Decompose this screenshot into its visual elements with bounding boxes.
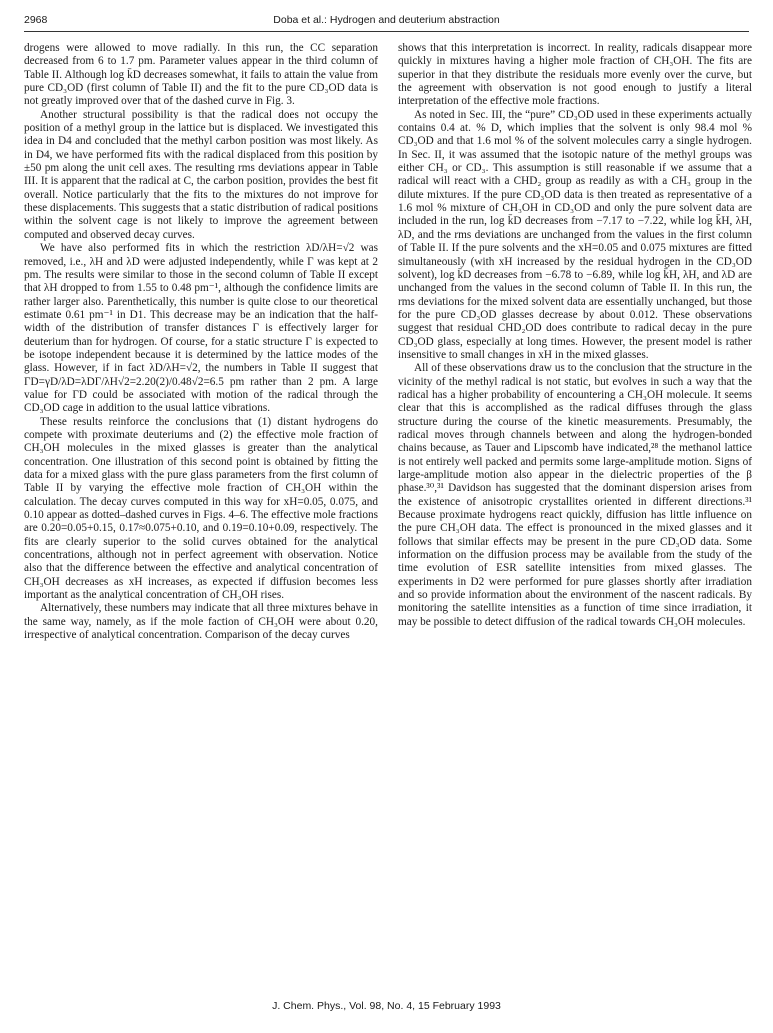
left-column (24, 42, 378, 642)
paragraph: As noted in Sec. III, the “pure” CD₃OD used in these experiments actually contains 0.4 at. % D, which implies that the solvent is only 98.4 mol % CD₃OD and that 1.6 mol % of the solvent molecules carry a single hydrogen. In Sec. II, it was assumed that the isotopic nature of the methyl groups was either CH₃ or CD₃. This assumption is still reasonable if we assume that a radical will react with a CHD₂ group as readily as with a CH₃ group in the dilute mixtures. If the pure CD₃OD data is then treated as representative of a 1.6 mol % mixture of CH₃OH in CD₃OD and only the pure solvent data are included in the run, log k̄D decreases from −7.17 to −7.22, while log k̄H, λH, λD, and the rms deviations are unchanged from the values in the first column of Table II. If the pure solvents and the xH=0.05 and 0.075 mixtures are fitted simultaneously (with xH increased by the residual hydrogen in the CD₃OD solvent), log k̄D decreases from −6.78 to −6.89, while log k̄H, λH, and λD are unchanged from the values in the second column of Table II. In this run, the rms deviations for the mixed solvent data are essentially unchanged, but those for the pure CD₃OD glasses decrease by about 0.012. These observations suggest that residual CHD₂OD does contribute to radical decay in the pure CD₃OD glass, especially at long times. However, the present model is rather insensitive to small changes in xH in the mixed glasses. (398, 108, 752, 361)
paragraph: All of these observations draw us to the conclusion that the structure in the vicinity of the methyl radical is not static, but evolves in such a way that the radical has a higher probability of encountering a CH₃OH molecule. It seems clear that this is accomplished as the radical diffuses through the glass structure during the course of the kinetic measurements. Presumably, the radical moves through channels between and along the hydrogen-bonded chains because, as Tauer and Lipscomb have indicated,²⁸ the methanol lattice is not entirely well packed and permits some large-amplitude motion. Signs of large-amplitude motion also appear in the dielectric properties of the β phase.³⁰,³¹ Davidson has suggested that the dominant dispersion arises from the existence of anisotropic crystallites oriented in different directions.³¹ Because proximate hydrogens react quickly, diffusion has little influence on the pure CH₃OH data. The effect is pronounced in the mixed glasses and it follows that similar effects may be present in the pure CD₃OD data. Some information on the diffusion process may be available from the study of the time evolution of ESR satellite intensities from mixed glasses. The experiments in D2 were performed for pure glasses shortly after irradiation and so provide information about the environment of the nascent radicals. By monitoring the satellite intensities as a function of time since irradiation, it may be possible to detect diffusion of the radical towards CH₃OH molecules. (398, 362, 752, 628)
paragraph: shows that this interpretation is incorrect. In reality, radicals disappear more quickly in mixtures having a higher mole fraction of CH₃OH. The fits are superior in that they distribute the residuals more evenly over the curve, but the agreement with observation is not good enough to justify a literal interpretation of the effective mole fractions. (398, 42, 752, 108)
paragraph: These results reinforce the conclusions that (1) distant hydrogens do compete with proximate deuteriums and (2) the effective mole fraction of CH₃OH molecules in the mixed glasses is greater than the analytical concentration. One illustration of this second point is obtained by fitting the data for a mixed glass with the pure glass parameters from the first column of Table II by varying the effective mole fraction of CH₃OH within the calculation. The decay curves computed in this way for xH=0.05, 0.075, and 0.10 appear as dotted–dashed curves in Figs. 4–6. The effective mole fractions are 0.20=0.05+0.15, 0.17≈0.075+0.10, and 0.19=0.10+0.09, respectively. The fits are clearly superior to the solid curves obtained for the analytical concentrations, although not in perfect agreement with observation. Notice also that the difference between the effective and analytical concentration of CH₃OH decreases as xH increases, as expected if diffusion becomes less important as the analytical concentration of CH₃OH rises. (24, 415, 378, 602)
article-body (24, 42, 752, 986)
running-title: Doba et al.: Hydrogen and deuterium abstraction (273, 14, 500, 26)
paragraph: Another structural possibility is that the radical does not occupy the position of a methyl group in the lattice but is displaced. We investigated this idea in D4 and concluded that the methyl carbon position was most likely. As in D4, we have performed fits with the radical displaced from this position by ±50 pm along the unit cell axes. The resulting rms deviations appear in Table III. It is apparent that the radical at C, the carbon position, provides the best fit overall. Notice particularly that the fits to the mixtures do not improve for these displacements. This suggests that a static distribution of radical positions within the solvent cage is not likely to improve the agreement between computed and observed decay curves. (24, 108, 378, 241)
paragraph: Alternatively, these numbers may indicate that all three mixtures behave in the same way, namely, as if the mole faction of CH₃OH were about 0.20, irrespective of analytical concentration. Comparison of the decay curves (24, 602, 378, 642)
page-header (24, 14, 749, 30)
page-footer: J. Chem. Phys., Vol. 98, No. 4, 15 February 1993 (272, 1000, 501, 1012)
page-number: 2968 (24, 14, 48, 26)
right-column (398, 42, 752, 629)
paragraph: drogens were allowed to move radially. In this run, the CC separation decreased from 6 to 1.7 pm. Parameter values appear in the third column of Table II. Although log k̄D decreases somewhat, it fails to attain the value from pure CD₃OD (first column of Table II) and the fit to the pure CD₃OD data is not greatly improved over that of the dashed curve in Fig. 3. (24, 42, 378, 108)
paragraph: We have also performed fits in which the restriction λD/λH=√2 was removed, i.e., λH and λD were adjusted independently, while Γ was kept at 2 pm. The results were similar to those in the second column of Table II except that λH dropped to from 1.55 to 0.48 pm⁻¹, although the confidence limits are rather larger also. Parenthetically, this number is quite close to our theoretical estimate 0.61 pm⁻¹ in D1. This decrease may be an indication that the half-width of the distribution of transfer distances Γ is effectively larger for deuterium than for hydrogen. Of course, for a static structure Γ is expected to be isotope independent because it is determined by the lattice modes of the glass. However, if in fact λD/λH=√2, the numbers in Table II suggest that ΓD=γD/λD=λDΓ/λH√2=2.20(2)/0.48√2=6.5 pm rather than 2 pm. A large value for ΓD could be associated with motion of the radical through the CD₃OD cage in addition to the usual lattice vibrations. (24, 242, 378, 415)
header-rule (24, 31, 749, 32)
